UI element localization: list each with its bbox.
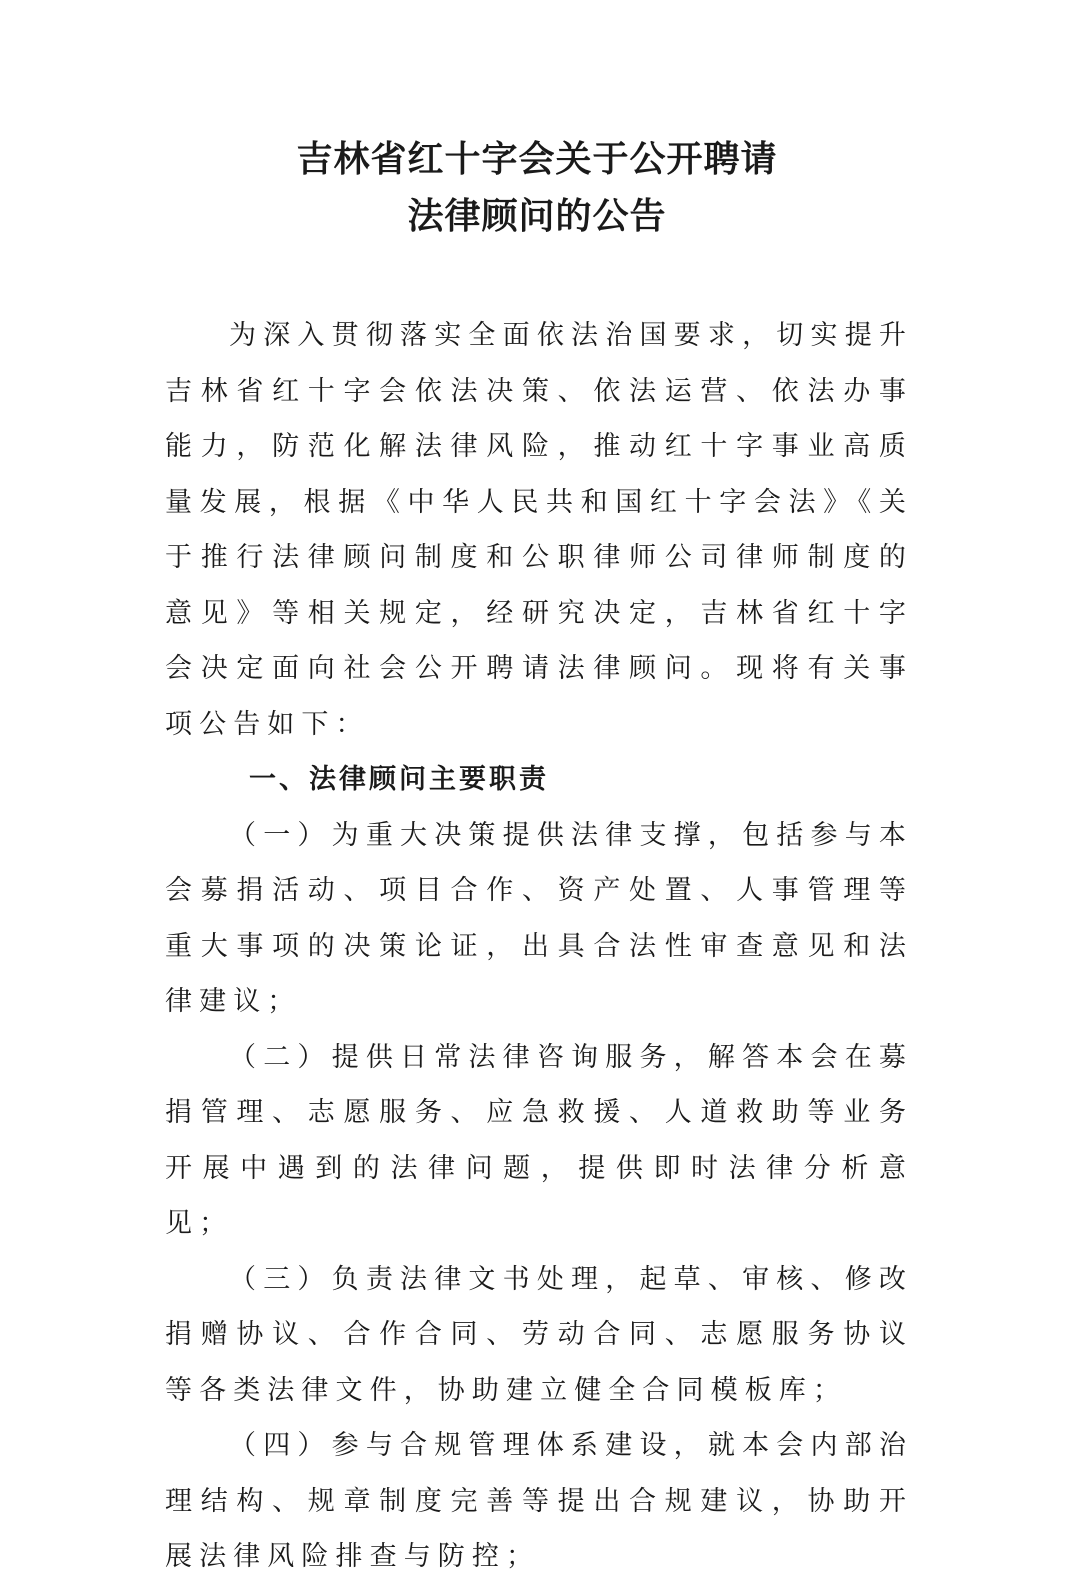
duty-item-1: （一）为重大决策提供法律支撑，包括参与本会募捐活动、项目合作、资产处置、人事管理等重大事项的决策论证，出具合法性审查意见和法律建议； [165,819,913,1017]
document-body [165,308,913,1585]
document-title-line-2: 法律顾问的公告 [407,196,667,237]
intro-paragraph: 为深入贯彻落实全面依法治国要求，切实提升吉林省红十字会依法决策、依法运营、依法办事能力，防范化解法律风险，推动红十字事业高质量发展，根据《中华人民共和国红十字会法》《关于推行法律顾问制度和公职律师公司律师制度的意见》等相关规定，经研究决定，吉林省红十字会决定面向社会公开聘请法律顾问。现将有关事项公告如下： [165,320,913,740]
duty-item-4: （四）参与合规管理体系建设，就本会内部治理结构、规章制度完善等提出合规建议，协助开展法律风险排查与防控； [165,1430,913,1572]
section-heading-duties: 一、法律顾问主要职责 [249,764,549,795]
duty-item-3: （三）负责法律文书处理，起草、审核、修改捐赠协议、合作合同、劳动合同、志愿服务协议等各类法律文件，协助建立健全合同模板库； [165,1263,913,1406]
duty-item-2: （二）提供日常法律咨询服务，解答本会在募捐管理、志愿服务、应急救援、人道救助等业务开展中遇到的法律问题，提供即时法律分析意见； [165,1041,913,1239]
document-title-line-1: 吉林省红十字会关于公开聘请 [296,139,778,180]
